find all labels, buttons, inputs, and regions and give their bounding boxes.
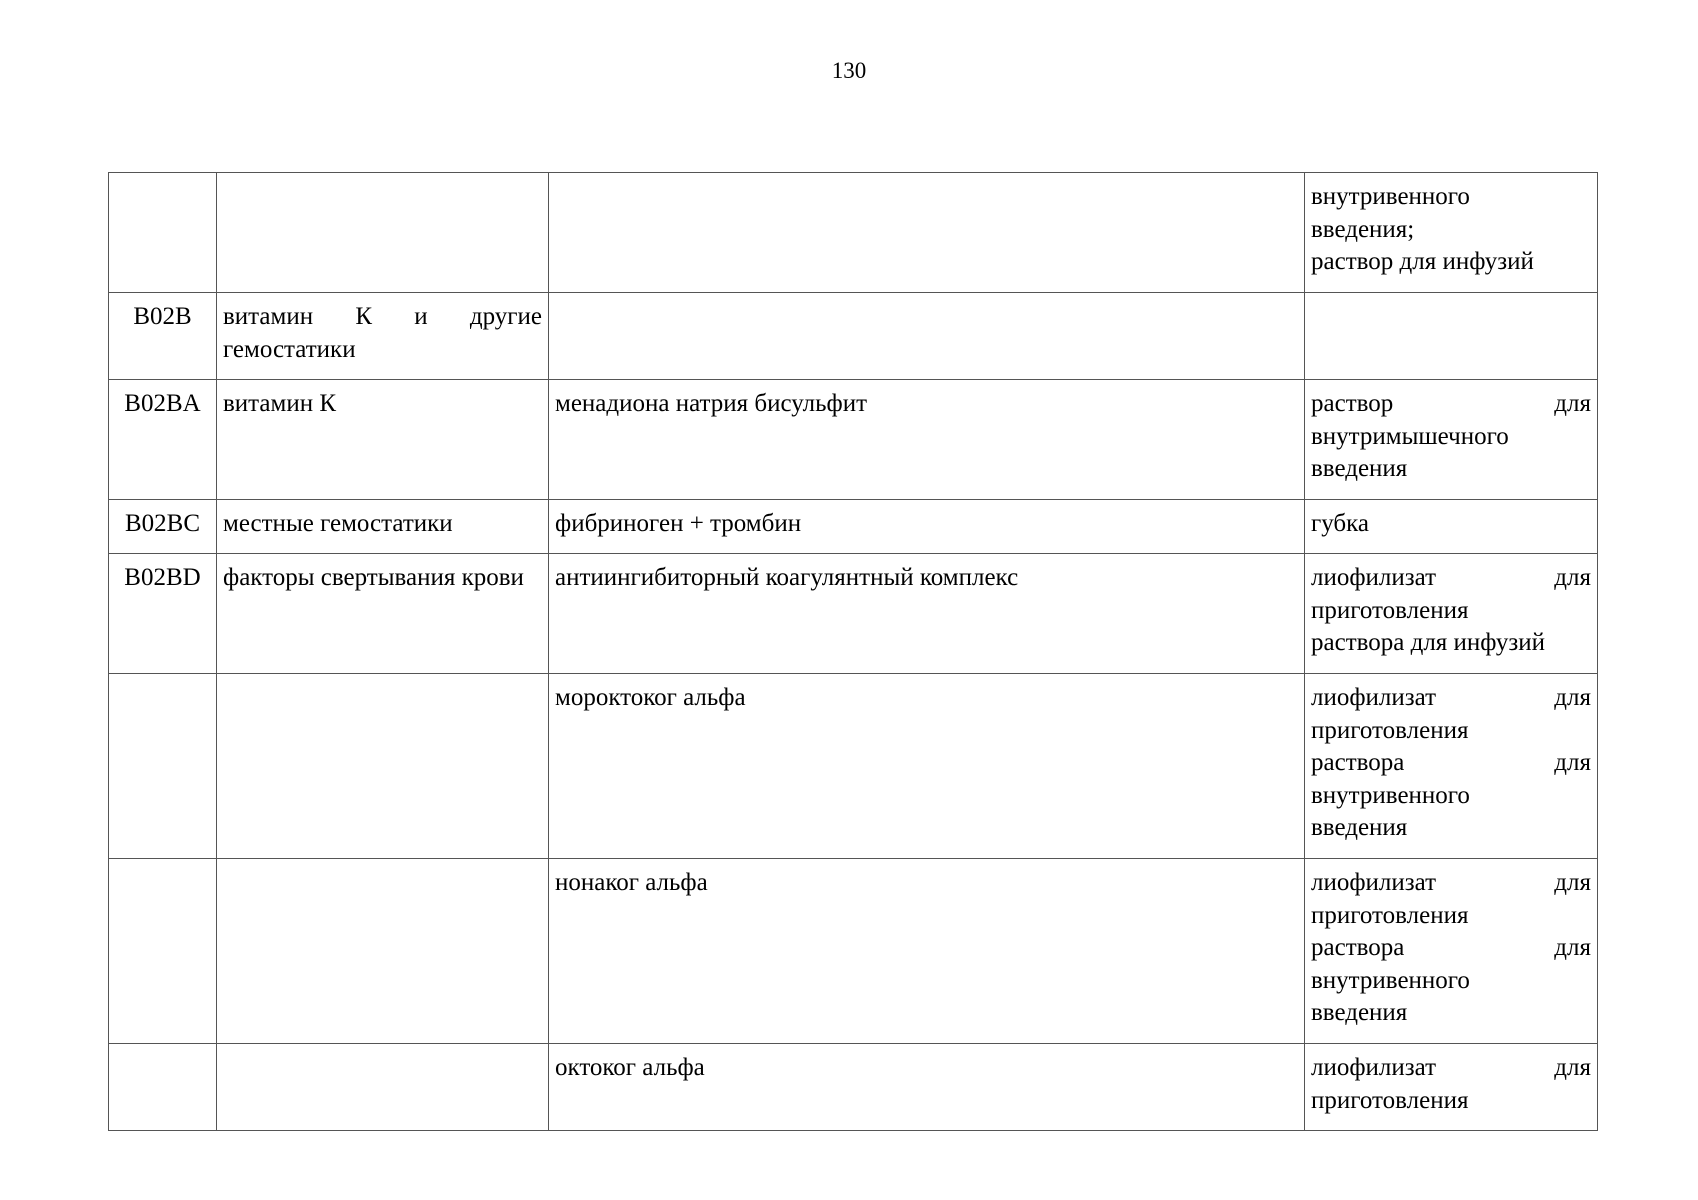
atc-code-cell [109,1044,217,1131]
dosage-form-line: губка [1311,510,1370,537]
dosage-form-line: введения; [1311,215,1415,243]
dosage-form-line: приготовления [1311,1086,1469,1114]
dosage-form-line: введения [1311,999,1408,1026]
drug-name-cell: фибриноген + тромбин [549,500,1305,554]
drug-name-cell: октоког альфа [549,1044,1305,1131]
group-name-cell: витамин К [217,380,549,500]
drug-name-cell [549,293,1305,380]
group-name-cell [217,674,549,859]
drug-name-cell [549,173,1305,293]
table-row [109,293,1598,380]
drug-name-cell: нонаког альфа [549,859,1305,1044]
table-row [109,674,1598,859]
dosage-form-line: раствор для инфузий [1311,248,1534,275]
group-name-cell [217,173,549,293]
group-name-cell: факторы свертывания крови [217,554,549,674]
dosage-form-line: лиофилизат для [1311,684,1591,711]
dosage-form-cell [1305,173,1598,293]
dosage-form-cell [1305,500,1598,554]
dosage-form-cell [1305,674,1598,859]
atc-code-cell: B02BC [109,500,217,554]
table-row [109,173,1598,293]
page-number: 130 [831,58,867,83]
dosage-form-line: раствора для [1311,934,1591,961]
dosage-form-line: внутримышечного [1311,422,1509,450]
dosage-form-line: лиофилизат для [1311,1054,1591,1081]
drug-table [108,172,1598,1131]
atc-code-cell [109,173,217,293]
atc-code-cell: B02B [109,293,217,380]
table-row [109,380,1598,500]
group-name-cell [217,859,549,1044]
dosage-form-line: раствора для инфузий [1311,629,1546,656]
group-name-cell: местные гемостатики [217,500,549,554]
drug-name-cell: мороктоког альфа [549,674,1305,859]
group-name-cell [217,1044,549,1131]
table-row [109,554,1598,674]
dosage-form-cell [1305,859,1598,1044]
table-row [109,859,1598,1044]
dosage-form-line: введения [1311,455,1408,482]
atc-code-cell [109,859,217,1044]
dosage-form-cell [1305,380,1598,500]
drug-name-cell: антиингибиторный коагулянтный комплекс [549,554,1305,674]
dosage-form-line: приготовления [1311,596,1469,624]
dosage-form-line: приготовления [1311,901,1469,929]
dosage-form-line: раствор для [1311,390,1591,417]
dosage-form-cell [1305,293,1598,380]
atc-code-cell: B02BA [109,380,217,500]
dosage-form-line: лиофилизат для [1311,869,1591,896]
drug-name-cell: менадиона натрия бисульфит [549,380,1305,500]
dosage-form-line: введения [1311,814,1408,841]
dosage-form-cell [1305,554,1598,674]
dosage-form-line: раствора для [1311,749,1591,776]
table-row [109,1044,1598,1131]
dosage-form-line: внутривенного [1311,966,1470,994]
dosage-form-line: внутривенного [1311,781,1470,809]
atc-code-cell: B02BD [109,554,217,674]
dosage-form-line: внутривенного [1311,183,1470,210]
dosage-form-cell [1305,1044,1598,1131]
dosage-form-line: лиофилизат для [1311,564,1591,591]
group-name-cell: витамин К и другие гемостатики [217,293,549,380]
dosage-form-line: приготовления [1311,716,1469,744]
table-row [109,500,1598,554]
atc-code-cell [109,674,217,859]
